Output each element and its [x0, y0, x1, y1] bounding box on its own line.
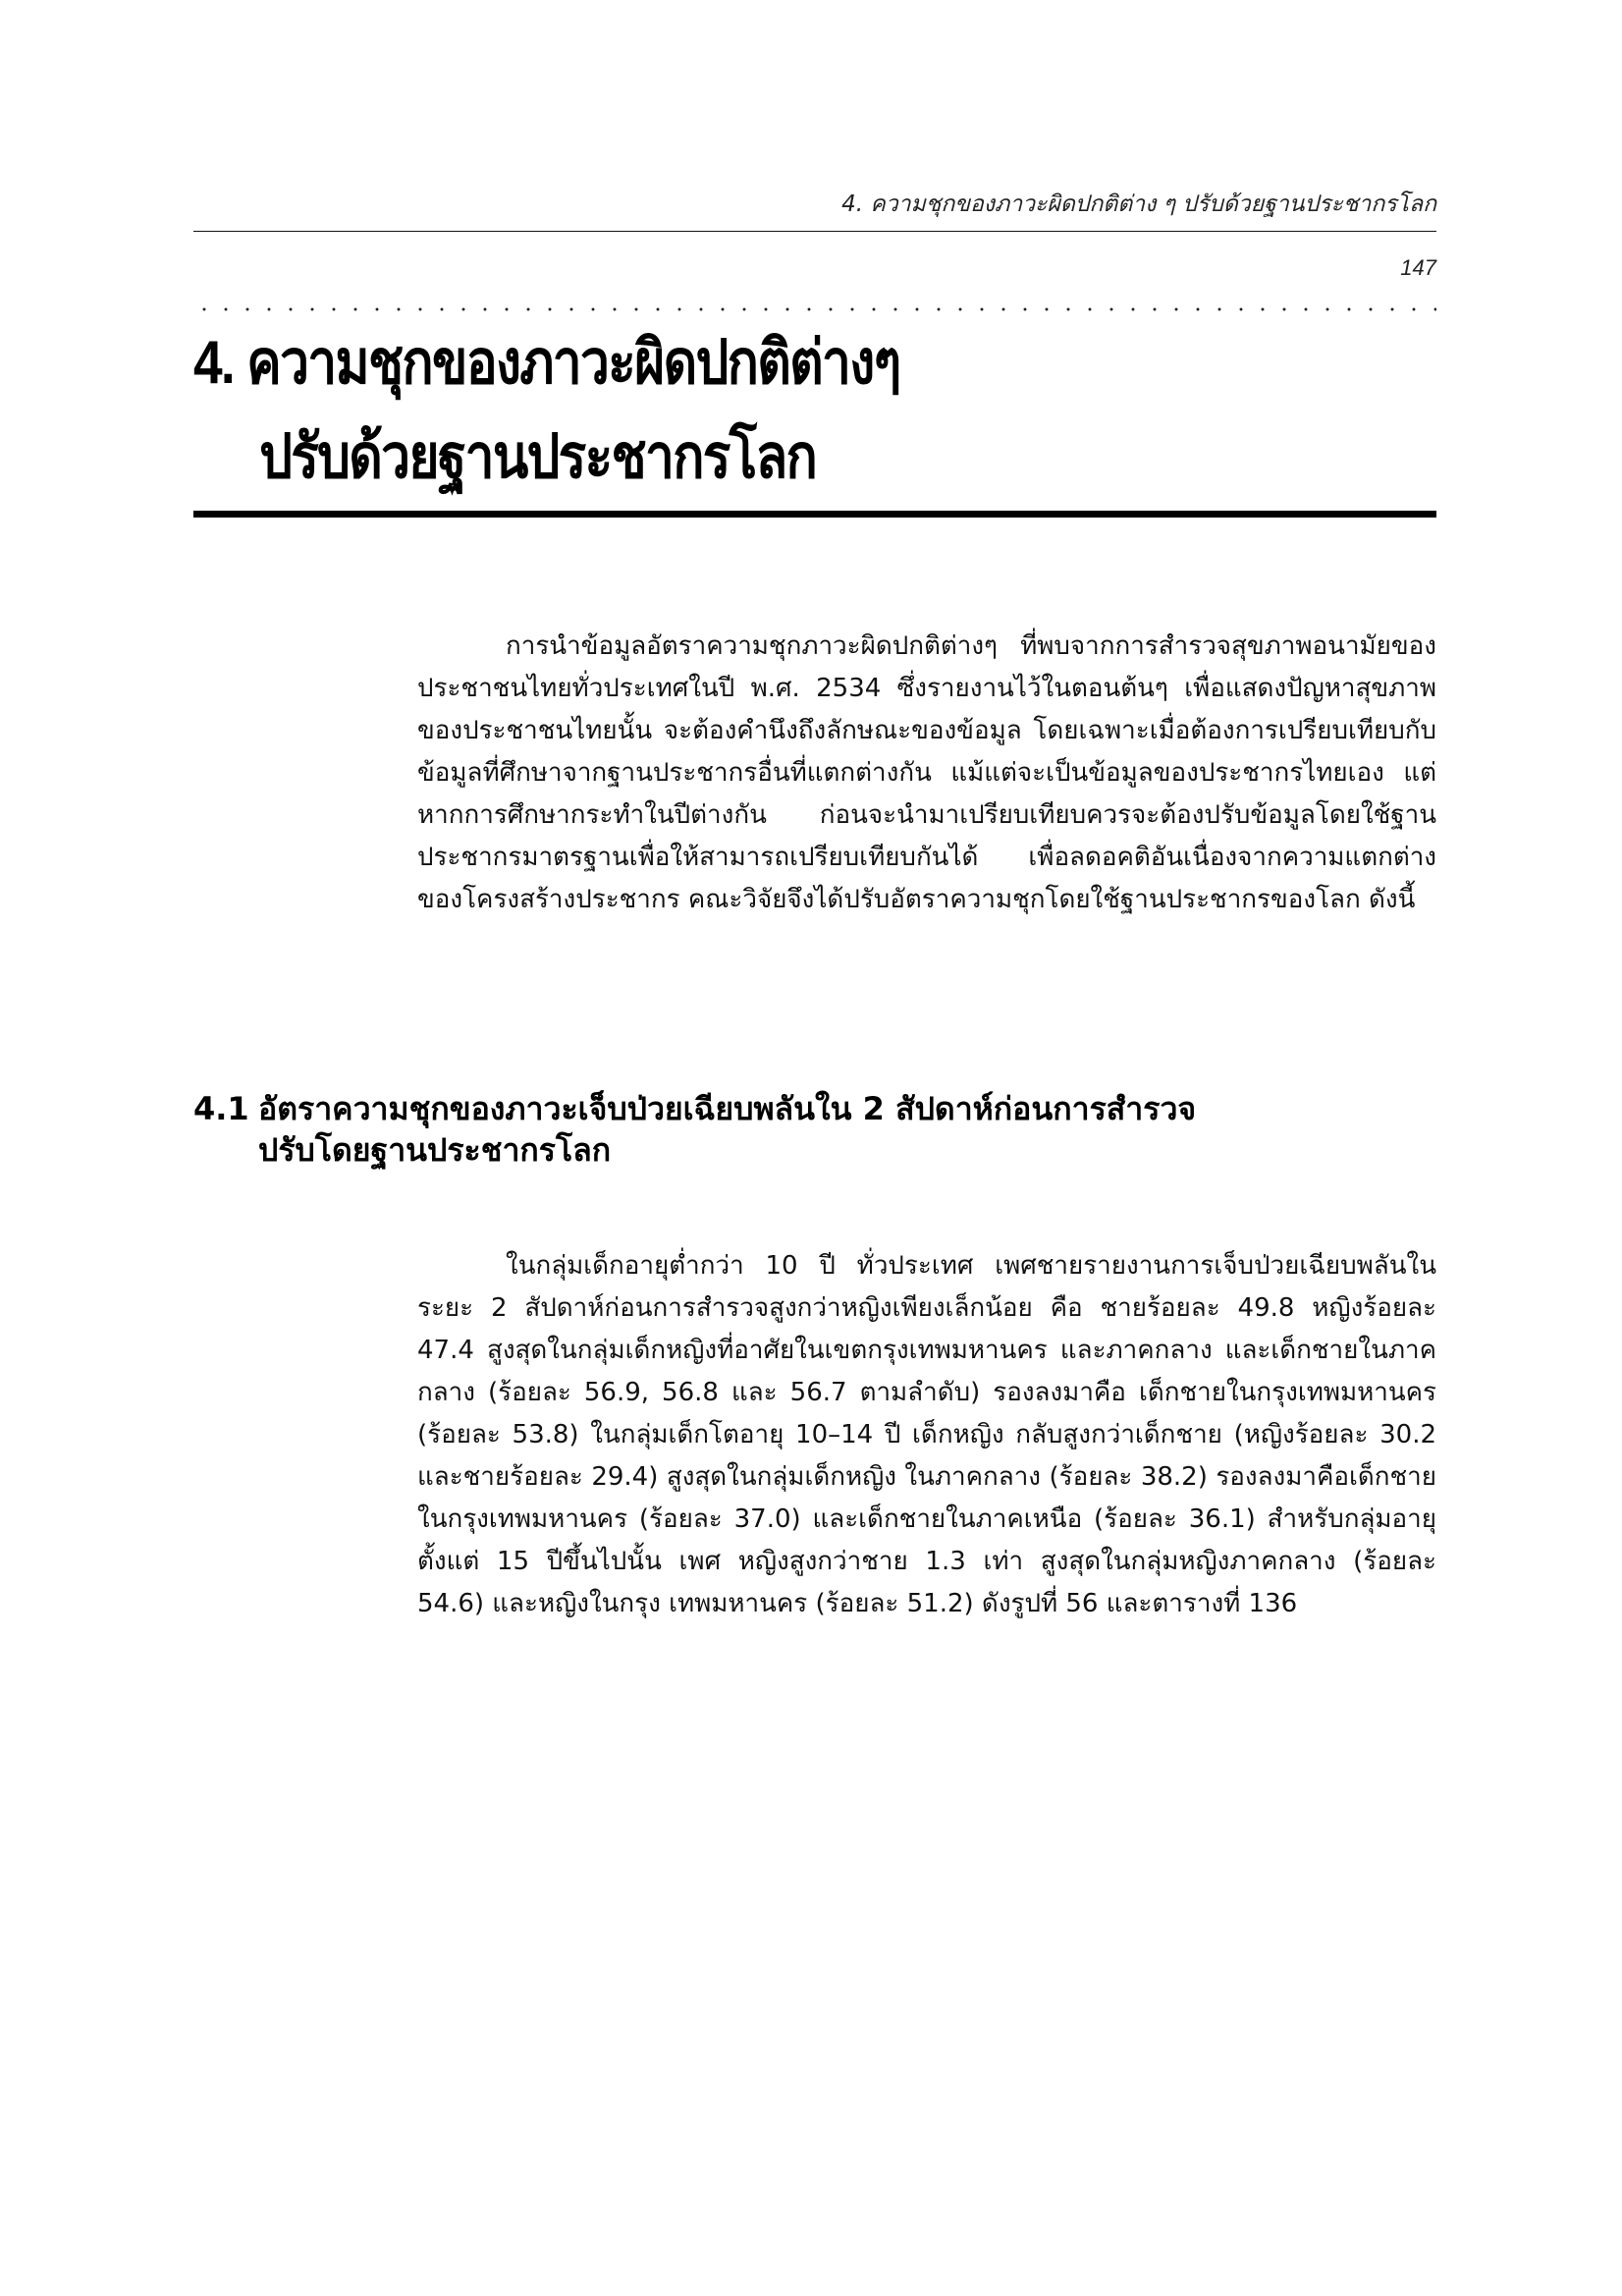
dotted-divider: [193, 307, 1436, 311]
chapter-title-line2: ปรับด้วยฐานประชากรโลก: [259, 423, 817, 491]
section-4-1-paragraph-text: ในกลุ่มเด็กอายุต่ำกว่า 10 ปี ทั่วประเทศ เพศชายรายงานการเจ็บป่วยเฉียบพลันในระยะ 2 สัปดาห์ก่อนการสำรวจสูงกว่าหญิงเพียงเล็กน้อย คือ ชายร้อยละ 49.8 หญิงร้อยละ 47.4 สูงสุดในกลุ่มเด็กหญิงที่อาศัยในเขตกรุงเทพมหานคร และภาคกลาง และเด็กชายในภาคกลาง (ร้อยละ 56.9, 56.8 และ 56.7 ตามลำดับ) รองลงมาคือ เด็กชายในกรุงเทพมหานคร (ร้อยละ 53.8) ในกลุ่มเด็กโตอายุ 10–14 ปี เด็กหญิง กลับสูงกว่าเด็กชาย (หญิงร้อยละ 30.2 และชายร้อยละ 29.4) สูงสุดในกลุ่มเด็กหญิง ในภาคกลาง (ร้อยละ 38.2) รองลงมาคือเด็กชายในกรุงเทพมหานคร (ร้อยละ 37.0) และเด็กชายในภาคเหนือ (ร้อยละ 36.1) สำหรับกลุ่มอายุตั้งแต่ 15 ปีขึ้นไปนั้น เพศ หญิงสูงกว่าชาย 1.3 เท่า สูงสุดในกลุ่มหญิงภาคกลาง (ร้อยละ 54.6) และหญิงในกรุง เทพมหานคร (ร้อยละ 51.2) ดังรูปที่ 56 และตารางที่ 136: [417, 1251, 1436, 1618]
section-title-line1: อัตราความชุกของภาวะเจ็บป่วยเฉียบพลันใน 2 สัปดาห์ก่อนการสำรวจ: [258, 1090, 1197, 1127]
chapter-title-line1: 4. ความชุกของภาวะผิดปกติต่างๆ: [193, 329, 900, 397]
section-heading-4-1: [193, 1088, 1436, 1171]
intro-paragraph-text: การนำข้อมูลอัตราความชุกภาวะผิดปกติต่างๆ ที่พบจากการสำรวจสุขภาพอนามัยของประชาชนไทยทั่วประเทศในปี พ.ศ. 2534 ซึ่งรายงานไว้ในตอนต้นๆ เพื่อแสดงปัญหาสุขภาพของประชาชนไทยนั้น จะต้องคำนึงถึงลักษณะของข้อมูล โดยเฉพาะเมื่อต้องการเปรียบเทียบกับข้อมูลที่ศึกษาจากฐานประชากรอื่นที่แตกต่างกัน แม้แต่จะเป็นข้อมูลของประชากรไทยเอง แต่หากการศึกษากระทำในปีต่างกัน ก่อนจะนำมาเปรียบเทียบควรจะต้องปรับข้อมูลโดยใช้ฐานประชากรมาตรฐานเพื่อให้สามารถเปรียบเทียบกันได้ เพื่อลดอคติอันเนื่องจากความแตกต่างของโครงสร้างประชากร คณะวิจัยจึงได้ปรับอัตราความชุกโดยใช้ฐานประชากรของโลก ดังนี้: [417, 631, 1436, 914]
section-title-line2: ปรับโดยฐานประชากรโลก: [258, 1131, 612, 1169]
running-header: 4. ความชุกของภาวะผิดปกติต่าง ๆ ปรับด้วยฐานประชากรโลก: [841, 191, 1436, 217]
header-rule: [193, 231, 1436, 232]
section-4-1-paragraph: [417, 1245, 1436, 1625]
chapter-title-rule: [193, 511, 1436, 518]
page-number: 147: [1400, 255, 1436, 280]
section-number: 4.1: [193, 1090, 249, 1127]
intro-paragraph: [417, 626, 1436, 921]
chapter-title: [193, 316, 899, 505]
